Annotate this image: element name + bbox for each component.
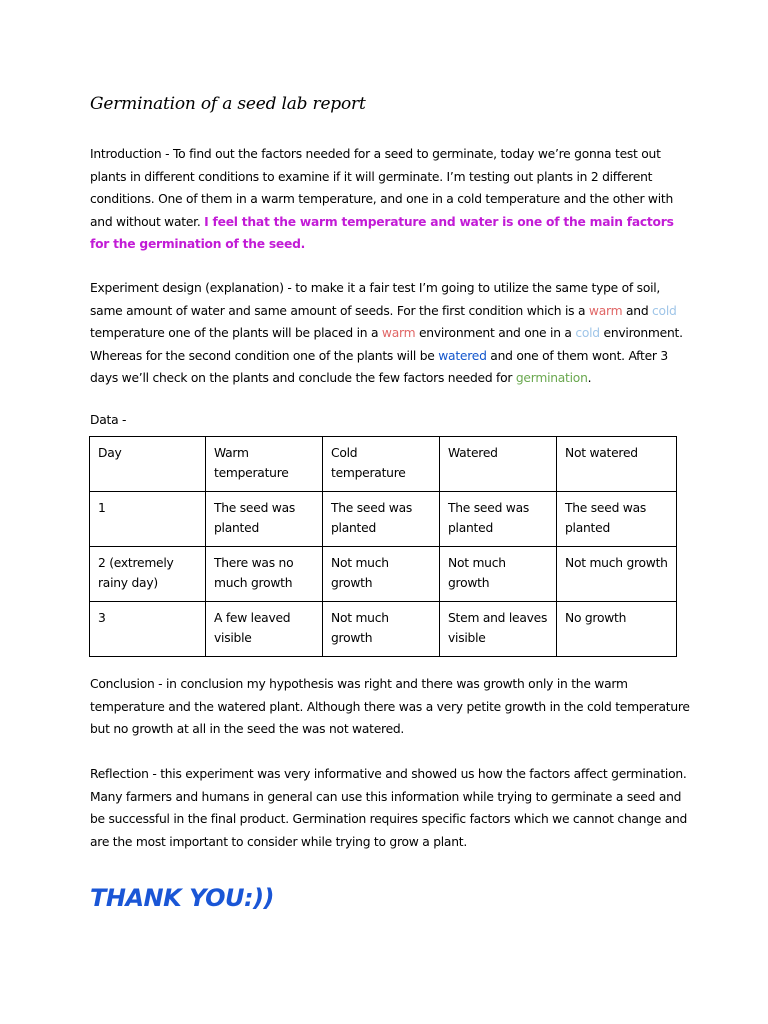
cold-word: cold xyxy=(652,303,677,318)
table-cell: A few leaved visible xyxy=(206,602,323,657)
table-header-cell: Not watered xyxy=(557,437,677,492)
table-header-cell: Day xyxy=(90,437,206,492)
table-header-cell: Cold temperature xyxy=(323,437,440,492)
warm-word: warm xyxy=(381,326,416,340)
table-row xyxy=(90,547,677,602)
table-cell: Not much growth xyxy=(323,547,440,602)
table-cell: The seed was planted xyxy=(323,492,440,547)
design-text-4: environment and one in a xyxy=(415,326,576,340)
design-text-2: and xyxy=(622,303,653,318)
cold-word: cold xyxy=(575,326,600,340)
table-cell: The seed was planted xyxy=(440,492,557,547)
table-row xyxy=(90,492,677,547)
reflection-paragraph: Reflection - this experiment was very informative and showed us how the factors affect germination. Many farmers and humans in general can use this information while trying to germinate a seed and be successful in the final product. Germination requires specific factors which we cannot change and are the most important to consider while trying to grow a plant. xyxy=(90,767,688,849)
design-text-6: and one of them wont. After 3 days we’ll check on the plants and conclude the few factors needed for xyxy=(90,348,668,385)
table-cell: No growth xyxy=(557,602,677,657)
table-cell: Not much growth xyxy=(323,602,440,657)
introduction-text: Introduction - To find out the factors needed for a seed to germinate, today we’re gonna test out plants in different conditions to examine if it will germinate. I’m testing out plants in 2 different conditions. One of them in a warm temperature, and one in a cold temperature and the other with and without water. xyxy=(90,147,674,229)
germination-word: germination xyxy=(515,371,588,385)
table-cell: There was no much growth xyxy=(206,547,323,602)
conclusion-paragraph: Conclusion - in conclusion my hypothesis was right and there was growth only in the warm temperature and the watered plant. Although there was a very petite growth in the cold temperature but no growth at all in the seed the was not watered. xyxy=(90,677,690,736)
experiment-design-paragraph xyxy=(90,277,690,390)
table-cell: The seed was planted xyxy=(557,492,677,547)
thank-you-text: THANK YOU:)) xyxy=(90,884,275,912)
report-title: Germination of a seed lab report xyxy=(90,94,366,114)
data-table xyxy=(89,436,677,657)
table-cell: The seed was planted xyxy=(206,492,323,547)
design-text-3: temperature one of the plants will be placed in a xyxy=(90,326,382,340)
table-cell: 2 (extremely rainy day) xyxy=(90,547,206,602)
design-text-5: environment. Whereas for the second condition one of the plants will be xyxy=(90,326,683,363)
table-header-cell: Warm temperature xyxy=(206,437,323,492)
table-cell: Not much growth xyxy=(557,547,677,602)
table-cell: Not much growth xyxy=(440,547,557,602)
design-text-7: . xyxy=(587,371,592,385)
hypothesis-text: I feel that the warm temperature and water is one of the main factors for the germination of the seed. xyxy=(90,214,674,251)
watered-word: watered xyxy=(438,348,487,363)
table-cell: 1 xyxy=(90,492,206,547)
table-cell: Stem and leaves visible xyxy=(440,602,557,657)
warm-word: warm xyxy=(588,303,623,318)
table-header-row xyxy=(90,437,677,492)
introduction-paragraph xyxy=(90,143,690,256)
table-cell: 3 xyxy=(90,602,206,657)
design-text-1: Experiment design (explanation) - to make it a fair test I’m going to utilize the same type of soil, same amount of water and same amount of seeds. For the first condition which is a xyxy=(90,281,661,318)
table-row xyxy=(90,602,677,657)
data-label: Data - xyxy=(90,413,127,427)
table-header-cell: Watered xyxy=(440,437,557,492)
